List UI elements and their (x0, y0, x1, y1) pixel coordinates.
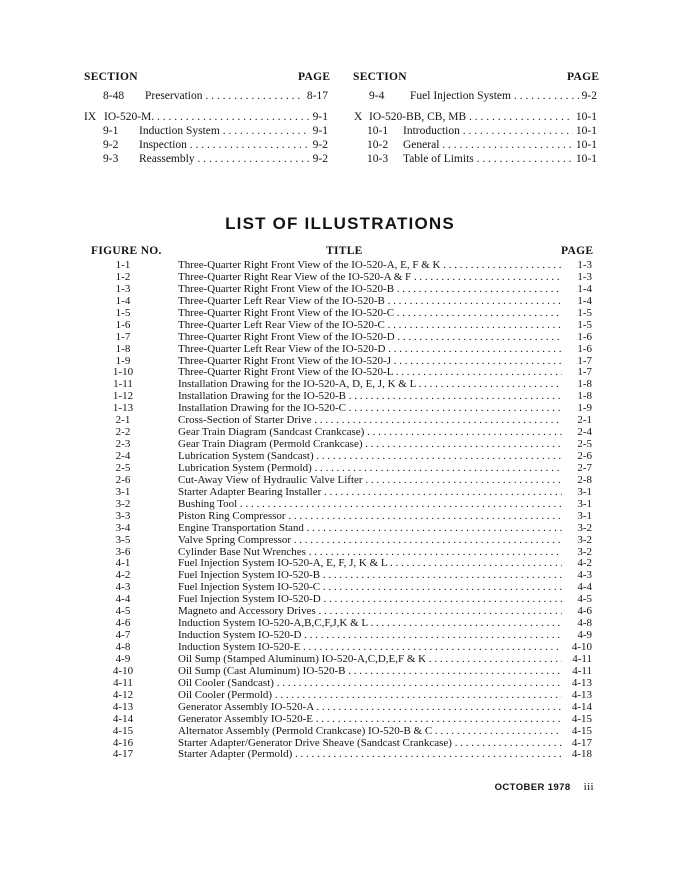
footer-page-number: iii (583, 781, 594, 793)
figure-title: Three-Quarter Left Rear View of the IO-520-B . . . (178, 295, 562, 307)
toc-left-section-header: SECTION (84, 71, 138, 83)
figure-page: 3-1 (577, 485, 592, 498)
toc-entry-page: 9-2 (312, 153, 328, 165)
figure-page: 1-3 (577, 270, 592, 283)
figure-title: Valve Spring Compressor . . . (178, 534, 562, 546)
figure-title: Induction System IO-520-A,B,C,F,J,K & L . . . (178, 617, 562, 629)
figure-page: 3-2 (577, 533, 592, 546)
figure-number: 1-12 (112, 390, 134, 403)
figure-number: 1-3 (115, 282, 131, 295)
toc-entry-number: 9-1 (103, 125, 119, 137)
figure-number: 3-3 (115, 509, 131, 522)
figure-row[interactable] (0, 534, 680, 546)
figure-row[interactable] (0, 319, 680, 331)
toc-entry-page: 8-17 (306, 90, 328, 102)
figure-title: Starter Adapter/Generator Drive Sheave (Sandcast Crankcase) . . . (178, 737, 562, 749)
figure-title: Piston Ring Compressor . . . (178, 510, 562, 522)
toc-entry-title: Introduction . . . (403, 124, 573, 138)
figure-number: 1-5 (115, 306, 131, 319)
toc-entry[interactable] (103, 138, 328, 152)
figure-number: 1-4 (115, 294, 131, 307)
figure-page: 4-10 (571, 641, 592, 653)
figure-page: 1-8 (577, 390, 592, 403)
figure-page: 3-1 (577, 509, 592, 522)
figure-page: 2-6 (577, 450, 592, 462)
toc-entry-number: X (354, 111, 363, 123)
toc-entry[interactable] (367, 124, 597, 138)
figure-title: Cut-Away View of Hydraulic Valve Lifter . . . (178, 474, 562, 486)
figure-row[interactable] (0, 641, 680, 653)
toc-right-section-header: SECTION (353, 71, 407, 83)
figure-number: 4-14 (112, 712, 134, 725)
figure-row[interactable] (0, 725, 680, 737)
figure-row[interactable] (0, 748, 680, 760)
figure-page: 4-17 (571, 736, 592, 749)
figure-page: 3-1 (577, 497, 592, 510)
figure-title: Oil Cooler (Permold) . . . (178, 689, 562, 701)
figure-number: 4-2 (115, 569, 131, 582)
toc-entry-title: Inspection . . . (139, 138, 310, 152)
figure-page: 1-4 (577, 294, 592, 307)
figure-row[interactable] (0, 653, 680, 665)
toc-entry-page: 10-1 (575, 125, 597, 137)
figure-title: Three-Quarter Right Front View of the IO-520-J . . . (178, 355, 562, 367)
list-of-illustrations-heading: LIST OF ILLUSTRATIONS (225, 214, 455, 233)
figure-number: 3-4 (115, 521, 131, 534)
toc-entry-number: 10-3 (367, 153, 389, 165)
figure-row[interactable] (0, 510, 680, 522)
toc-entry[interactable] (354, 110, 597, 124)
toc-entry-number: 9-4 (369, 90, 385, 102)
figure-page: 1-8 (577, 378, 592, 391)
figure-page: 4-5 (577, 593, 592, 606)
figure-page: 4-11 (572, 664, 592, 677)
figure-number: 1-7 (115, 330, 131, 343)
figure-number: 3-1 (115, 485, 131, 498)
figure-number: 1-9 (115, 354, 131, 367)
figure-row[interactable] (0, 438, 680, 450)
figure-number: 4-8 (115, 641, 131, 653)
toc-entry-number: 10-2 (367, 139, 389, 151)
figure-title: Oil Sump (Cast Aluminum) IO-520-B . . . (178, 665, 562, 677)
footer-date: OCTOBER 1978 (494, 782, 571, 793)
figure-number: 2-1 (115, 414, 131, 427)
figure-number: 1-1 (115, 259, 131, 271)
figure-page: 1-7 (577, 366, 592, 379)
toc-entry[interactable] (84, 110, 328, 124)
toc-entry-page: 9-1 (312, 111, 328, 123)
illustrations-list (0, 259, 680, 760)
figure-number: 4-13 (112, 700, 134, 713)
figure-title: Bushing Tool . . . (178, 498, 562, 510)
toc-entry-title: Induction System . . . (139, 124, 310, 138)
figure-page: 1-9 (577, 402, 592, 415)
figure-title: Fuel Injection System IO-520-B . . . (178, 569, 562, 581)
figure-title: Generator Assembly IO-520-A . . . (178, 701, 562, 713)
figure-page: 4-15 (571, 712, 592, 725)
figure-page: 3-2 (577, 521, 592, 534)
figure-number: 3-5 (115, 533, 131, 546)
figure-page: 1-7 (577, 354, 592, 367)
figure-row[interactable] (0, 713, 680, 725)
toc-entry-title: Reassembly . . . (139, 152, 310, 166)
figure-page: 4-6 (577, 605, 592, 618)
figure-title: Fuel Injection System IO-520-D . . . (178, 593, 562, 605)
figure-row[interactable] (0, 689, 680, 701)
figure-page: 2-4 (577, 426, 592, 439)
figure-page: 1-4 (577, 282, 592, 295)
toc-entry[interactable] (103, 124, 328, 138)
figure-number: 4-17 (112, 748, 134, 761)
figure-row[interactable] (0, 617, 680, 629)
figure-number: 4-11 (113, 676, 133, 689)
figure-row[interactable] (0, 701, 680, 713)
toc-entry[interactable] (367, 138, 597, 152)
figure-title: Magneto and Accessory Drives . . . (178, 605, 562, 617)
figure-page: 2-7 (577, 461, 592, 474)
figure-title: Three-Quarter Right Front View of the IO-520-D . . . (178, 331, 562, 343)
figure-title: Gear Train Diagram (Permold Crankcase) . . . (178, 438, 562, 450)
figure-title: Oil Sump (Stamped Aluminum) IO-520-A,C,D,E,F & K . . . (178, 653, 562, 665)
figure-row[interactable] (0, 414, 680, 426)
toc-entry[interactable] (103, 152, 328, 166)
figure-page: 4-2 (577, 557, 592, 570)
figure-number: 4-10 (112, 664, 134, 677)
figure-number: 1-11 (113, 378, 133, 391)
figure-row[interactable] (0, 402, 680, 414)
toc-entry-number: IX (84, 111, 97, 123)
figure-title: Oil Cooler (Sandcast) . . . (178, 677, 562, 689)
figure-number: 2-3 (115, 438, 131, 451)
figure-number: 2-4 (115, 450, 131, 462)
figure-page: 4-3 (577, 569, 592, 582)
figure-row[interactable] (0, 307, 680, 319)
figure-row[interactable] (0, 271, 680, 283)
figure-page: 1-6 (577, 342, 592, 355)
figure-page: 4-13 (571, 676, 592, 689)
figure-title: Installation Drawing for the IO-520-B . . . (178, 390, 562, 402)
figure-title: Three-Quarter Right Front View of the IO-520-L . . . (178, 366, 562, 378)
figure-title: Cross-Section of Starter Drive . . . (178, 414, 562, 426)
figure-number: 4-3 (115, 581, 131, 594)
figure-title: Installation Drawing for the IO-520-C . . . (178, 402, 562, 414)
figure-page: 4-11 (572, 652, 592, 665)
toc-entry-title: IO-520-BB, CB, MB . . . (369, 110, 573, 124)
figure-row[interactable] (0, 737, 680, 749)
figure-page: 1-3 (577, 259, 592, 271)
figure-row[interactable] (0, 665, 680, 677)
figure-number: 2-6 (115, 473, 131, 486)
figure-title: Three-Quarter Right Front View of the IO-520-A, E, F & K . . . (178, 259, 562, 271)
figure-number: 1-8 (115, 342, 131, 355)
figure-row[interactable] (0, 343, 680, 355)
figure-row[interactable] (0, 450, 680, 462)
figure-row[interactable] (0, 378, 680, 390)
figure-row[interactable] (0, 498, 680, 510)
toc-entry[interactable] (369, 89, 597, 103)
figure-page: 4-4 (577, 581, 592, 594)
toc-entry-page: 10-1 (575, 111, 597, 123)
toc-entry-title: Fuel Injection System . . . (410, 89, 579, 103)
toc-entry[interactable] (88, 89, 328, 103)
toc-entry-title: Table of Limits . . . (403, 152, 573, 166)
toc-entry-number: 9-2 (103, 139, 119, 151)
figure-page: 4-14 (571, 700, 592, 713)
figure-title: Generator Assembly IO-520-E . . . (178, 713, 562, 725)
toc-right-page-header: PAGE (567, 71, 600, 83)
figure-page: 4-18 (571, 748, 592, 761)
figure-page: 4-13 (571, 688, 592, 701)
figure-number-column-header: FIGURE NO. (91, 245, 162, 257)
figure-title: Lubrication System (Permold) . . . (178, 462, 562, 474)
figure-number: 1-6 (115, 318, 131, 331)
toc-entry-title: Preservation . . . (145, 89, 304, 103)
figure-number: 4-7 (115, 629, 131, 642)
figure-page: 2-8 (577, 473, 592, 486)
figure-number: 4-4 (115, 593, 131, 606)
figure-page: 1-6 (577, 330, 592, 343)
toc-entry-page: 9-2 (312, 139, 328, 151)
figure-number: 4-16 (112, 736, 134, 749)
figure-row[interactable] (0, 546, 680, 558)
figure-number: 3-6 (115, 545, 131, 558)
figure-row[interactable] (0, 331, 680, 343)
figure-row[interactable] (0, 366, 680, 378)
figure-row[interactable] (0, 522, 680, 534)
figure-row[interactable] (0, 593, 680, 605)
figure-row[interactable] (0, 557, 680, 569)
figure-row[interactable] (0, 474, 680, 486)
toc-entry-page: 10-1 (575, 139, 597, 151)
figure-title: Three-Quarter Right Front View of the IO-520-B . . . (178, 283, 562, 295)
figure-title: Installation Drawing for the IO-520-A, D, E, J, K & L . . . (178, 378, 562, 390)
figure-page: 4-15 (571, 724, 592, 737)
figure-row[interactable] (0, 569, 680, 581)
figure-title: Engine Transportation Stand . . . (178, 522, 562, 534)
figure-number: 4-15 (112, 724, 134, 737)
toc-entry-number: 8-48 (103, 90, 125, 102)
figure-page: 2-5 (577, 438, 592, 451)
figure-title: Fuel Injection System IO-520-A, E, F, J, K & L . . . (178, 557, 562, 569)
figure-number: 2-2 (115, 426, 131, 439)
figure-title: Gear Train Diagram (Sandcast Crankcase) . . . (178, 426, 562, 438)
figure-title: Three-Quarter Left Rear View of the IO-520-D . . . (178, 343, 562, 355)
figure-title: Induction System IO-520-D . . . (178, 629, 562, 641)
figure-page: 3-2 (577, 545, 592, 558)
figure-page: 4-9 (577, 629, 592, 642)
page-footer (495, 781, 594, 793)
figure-row[interactable] (0, 462, 680, 474)
figure-title: Three-Quarter Right Front View of the IO-520-C . . . (178, 307, 562, 319)
figure-number: 1-13 (112, 402, 134, 415)
figure-row[interactable] (0, 390, 680, 402)
figure-title: Cylinder Base Nut Wrenches . . . (178, 546, 562, 558)
figure-page: 4-8 (577, 617, 592, 630)
toc-entry-title: General . . . (403, 138, 573, 152)
figure-title: Three-Quarter Right Rear View of the IO-520-A & F . . . (178, 271, 562, 283)
toc-entry-title: IO-520-M. . . . (104, 110, 310, 124)
figure-number: 1-10 (112, 366, 134, 379)
figure-title: Lubrication System (Sandcast) . . . (178, 450, 562, 462)
toc-entry-number: 9-3 (103, 153, 119, 165)
figure-row[interactable] (0, 426, 680, 438)
toc-entry-page: 10-1 (575, 153, 597, 165)
figure-title: Induction System IO-520-E . . . (178, 641, 562, 653)
toc-entry-page: 9-2 (581, 90, 597, 102)
figure-title: Starter Adapter (Permold) . . . (178, 748, 562, 760)
figure-row[interactable] (0, 486, 680, 498)
figure-row[interactable] (0, 355, 680, 367)
toc-left-page-header: PAGE (298, 71, 331, 83)
figure-number: 3-2 (115, 497, 131, 510)
figure-row[interactable] (0, 629, 680, 641)
title-column-header: TITLE (326, 245, 363, 257)
toc-entry-page: 9-1 (312, 125, 328, 137)
figure-row[interactable] (0, 283, 680, 295)
toc-entry-number: 10-1 (367, 125, 389, 137)
toc-entry[interactable] (367, 152, 597, 166)
figure-page: 2-1 (577, 414, 592, 427)
figure-number: 4-9 (115, 652, 131, 665)
figure-number: 4-1 (115, 557, 131, 570)
figure-row[interactable] (0, 295, 680, 307)
figure-title: Fuel Injection System IO-520-C . . . (178, 581, 562, 593)
figure-page: 1-5 (577, 306, 592, 319)
figure-row[interactable] (0, 259, 680, 271)
figure-title: Alternator Assembly (Permold Crankcase) IO-520-B & C . . . (178, 725, 562, 737)
figure-number: 1-2 (115, 270, 131, 283)
figure-title: Starter Adapter Bearing Installer . . . (178, 486, 562, 498)
figure-number: 4-5 (115, 605, 131, 618)
figure-title: Three-Quarter Left Rear View of the IO-520-C . . . (178, 319, 562, 331)
figure-page: 1-5 (577, 318, 592, 331)
figure-row[interactable] (0, 605, 680, 617)
figure-number: 4-6 (115, 617, 131, 630)
figure-row[interactable] (0, 677, 680, 689)
page-column-header: PAGE (561, 245, 594, 257)
figure-number: 2-5 (115, 461, 131, 474)
figure-row[interactable] (0, 581, 680, 593)
figure-number: 4-12 (112, 688, 134, 701)
